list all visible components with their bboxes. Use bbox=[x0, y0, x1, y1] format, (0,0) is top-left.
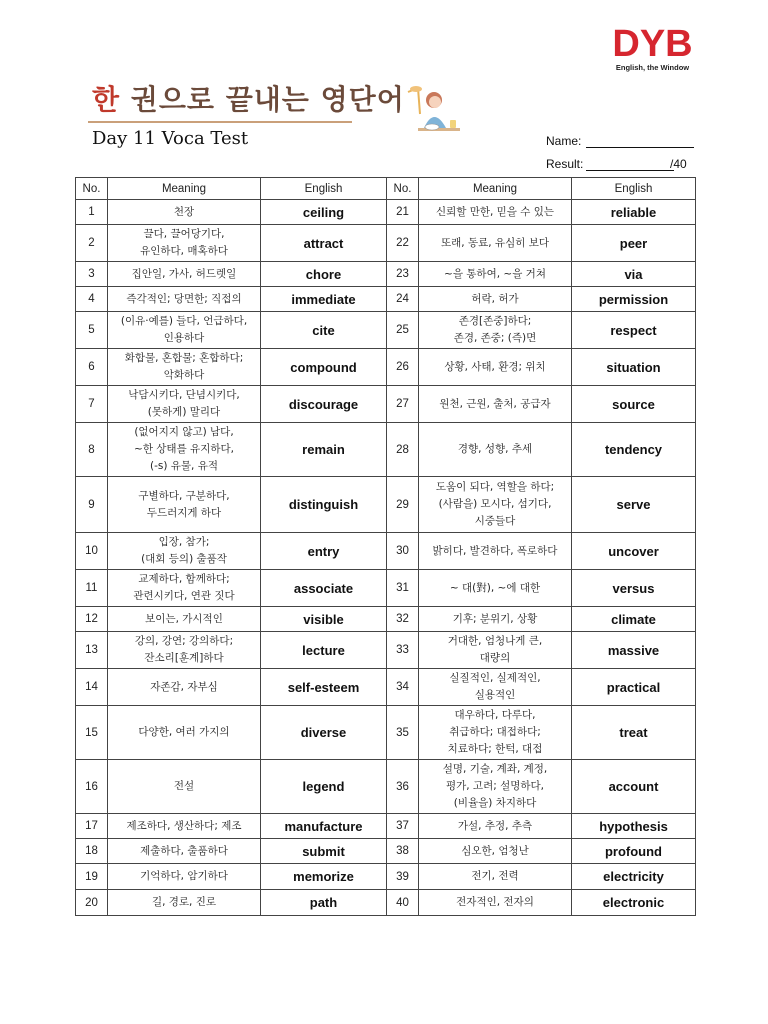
word-meaning bbox=[108, 533, 261, 570]
english-word: lecture bbox=[261, 632, 387, 669]
word-number: 18 bbox=[76, 839, 108, 864]
meaning-line: 상황, 사태, 환경; 위치 bbox=[444, 360, 546, 373]
result-total: /40 bbox=[670, 157, 687, 171]
meaning-line: 유인하다, 매혹하다 bbox=[140, 245, 228, 257]
meaning-line: 또래, 동료, 유심히 보다 bbox=[441, 236, 549, 249]
meaning-line: 두드러지게 하다 bbox=[146, 506, 222, 519]
word-number: 15 bbox=[76, 706, 108, 760]
meaning-line: 제출하다, 출품하다 bbox=[140, 844, 228, 857]
english-word: massive bbox=[572, 632, 696, 669]
title-underline bbox=[88, 121, 352, 123]
header-no: No. bbox=[76, 178, 108, 200]
english-word: diverse bbox=[261, 706, 387, 760]
word-meaning bbox=[419, 423, 572, 477]
meaning-line: 화합물, 혼합물; 혼합하다; bbox=[124, 352, 244, 364]
table-row bbox=[76, 706, 696, 760]
word-number: 6 bbox=[76, 349, 108, 386]
english-word: situation bbox=[572, 349, 696, 386]
result-line[interactable] bbox=[586, 170, 674, 171]
meaning-line: 치료하다; 한턱, 대접 bbox=[447, 743, 543, 755]
table-row bbox=[76, 669, 696, 706]
meaning-line: 존경, 존중; (즉)면 bbox=[453, 332, 537, 344]
word-meaning bbox=[108, 864, 261, 890]
word-meaning bbox=[419, 760, 572, 814]
word-number: 31 bbox=[387, 570, 419, 607]
word-number: 13 bbox=[76, 632, 108, 669]
english-word: profound bbox=[572, 839, 696, 864]
word-number: 39 bbox=[387, 864, 419, 890]
meaning-line: 가설, 추정, 추측 bbox=[457, 819, 533, 832]
english-word: path bbox=[261, 890, 387, 916]
meaning-line: (사람을) 모시다, 섬기다, bbox=[438, 498, 552, 510]
meaning-line: (대회 등의) 출품작 bbox=[141, 553, 227, 565]
english-word: distinguish bbox=[261, 477, 387, 533]
meaning-line: (이유·예를) 들다, 언급하다, bbox=[120, 315, 248, 327]
table-row bbox=[76, 200, 696, 225]
meaning-line: ~ 대(對), ~에 대한 bbox=[449, 581, 541, 594]
word-number: 30 bbox=[387, 533, 419, 570]
word-number: 32 bbox=[387, 607, 419, 632]
word-number: 7 bbox=[76, 386, 108, 423]
meaning-line: 즉각적인; 당면한; 직접의 bbox=[126, 292, 242, 305]
english-word: hypothesis bbox=[572, 814, 696, 839]
word-meaning bbox=[419, 669, 572, 706]
word-number: 24 bbox=[387, 287, 419, 312]
word-meaning bbox=[419, 814, 572, 839]
word-number: 34 bbox=[387, 669, 419, 706]
word-number: 27 bbox=[387, 386, 419, 423]
dyb-logo bbox=[600, 23, 705, 72]
english-word: cite bbox=[261, 312, 387, 349]
logo-tagline: English, the Window bbox=[615, 63, 690, 72]
name-line[interactable] bbox=[586, 147, 694, 148]
english-word: treat bbox=[572, 706, 696, 760]
word-number: 26 bbox=[387, 349, 419, 386]
meaning-line: 신뢰할 만한, 믿을 수 있는 bbox=[435, 205, 555, 218]
meaning-line: 실질적인, 실제적인, bbox=[449, 672, 541, 684]
table-header-row bbox=[76, 178, 696, 200]
table-body bbox=[76, 200, 696, 916]
meaning-line: 실용적인 bbox=[474, 689, 516, 701]
word-number: 16 bbox=[76, 760, 108, 814]
word-meaning bbox=[108, 477, 261, 533]
table-row bbox=[76, 864, 696, 890]
word-number: 28 bbox=[387, 423, 419, 477]
english-word: serve bbox=[572, 477, 696, 533]
name-label: Name: bbox=[546, 134, 582, 148]
meaning-line: 시중들다 bbox=[474, 515, 516, 527]
meaning-line: 취급하다; 대접하다; bbox=[449, 726, 541, 738]
word-number: 4 bbox=[76, 287, 108, 312]
table-row bbox=[76, 262, 696, 287]
word-meaning bbox=[419, 477, 572, 533]
header-english: English bbox=[261, 178, 387, 200]
table-row bbox=[76, 386, 696, 423]
meaning-line: 잔소리[훈계]하다 bbox=[144, 652, 224, 664]
word-number: 40 bbox=[387, 890, 419, 916]
english-word: source bbox=[572, 386, 696, 423]
word-meaning bbox=[108, 287, 261, 312]
result-label: Result: bbox=[546, 157, 584, 171]
header-no: No. bbox=[387, 178, 419, 200]
word-number: 2 bbox=[76, 225, 108, 262]
meaning-line: (없어지지 않고) 남다, bbox=[134, 426, 234, 438]
english-word: via bbox=[572, 262, 696, 287]
meaning-line: 구별하다, 구분하다, bbox=[138, 489, 230, 502]
word-meaning bbox=[419, 262, 572, 287]
word-meaning bbox=[419, 533, 572, 570]
word-number: 29 bbox=[387, 477, 419, 533]
meaning-line: 대량의 bbox=[479, 652, 511, 664]
meaning-line: 집안일, 가사, 허드렛일 bbox=[131, 267, 237, 280]
logo-wordmark: DYB bbox=[612, 23, 693, 65]
word-number: 10 bbox=[76, 533, 108, 570]
meaning-line: 보이는, 가시적인 bbox=[145, 612, 223, 625]
word-meaning bbox=[108, 386, 261, 423]
english-word: entry bbox=[261, 533, 387, 570]
english-word: memorize bbox=[261, 864, 387, 890]
english-word: permission bbox=[572, 287, 696, 312]
meaning-line: 강의, 강연; 강의하다; bbox=[134, 635, 234, 647]
word-meaning bbox=[108, 706, 261, 760]
english-word: uncover bbox=[572, 533, 696, 570]
word-number: 22 bbox=[387, 225, 419, 262]
word-meaning bbox=[108, 760, 261, 814]
word-number: 33 bbox=[387, 632, 419, 669]
word-number: 8 bbox=[76, 423, 108, 477]
word-number: 23 bbox=[387, 262, 419, 287]
meaning-line: 인용하다 bbox=[163, 332, 205, 344]
english-word: electricity bbox=[572, 864, 696, 890]
meaning-line: 밝히다, 발견하다, 폭로하다 bbox=[432, 544, 558, 557]
word-number: 36 bbox=[387, 760, 419, 814]
english-word: self-esteem bbox=[261, 669, 387, 706]
word-number: 20 bbox=[76, 890, 108, 916]
english-word: versus bbox=[572, 570, 696, 607]
table-row bbox=[76, 533, 696, 570]
word-meaning bbox=[108, 423, 261, 477]
word-meaning bbox=[108, 349, 261, 386]
word-number: 5 bbox=[76, 312, 108, 349]
word-meaning bbox=[108, 200, 261, 225]
meaning-line: 대우하다, 다루다, bbox=[454, 709, 536, 721]
table-row bbox=[76, 632, 696, 669]
word-meaning bbox=[108, 262, 261, 287]
word-meaning bbox=[419, 864, 572, 890]
girl-reading-illustration bbox=[400, 84, 470, 136]
meaning-line: 존경[존중]하다; bbox=[458, 315, 532, 327]
meaning-line: 기후; 분위기, 상황 bbox=[452, 612, 538, 625]
meaning-line: 끌다, 끌어당기다, bbox=[143, 228, 225, 240]
meaning-line: ~을 통하여, ~을 거쳐 bbox=[444, 267, 546, 280]
meaning-line: 다양한, 여러 가지의 bbox=[138, 726, 230, 738]
table-row bbox=[76, 477, 696, 533]
word-meaning bbox=[419, 632, 572, 669]
result-field[interactable] bbox=[546, 157, 696, 173]
word-number: 14 bbox=[76, 669, 108, 706]
table-row bbox=[76, 570, 696, 607]
book-title-rest: 권으로 끝내는 영단어 bbox=[120, 83, 405, 116]
english-word: legend bbox=[261, 760, 387, 814]
english-word: respect bbox=[572, 312, 696, 349]
word-meaning bbox=[108, 225, 261, 262]
word-meaning bbox=[419, 312, 572, 349]
word-number: 1 bbox=[76, 200, 108, 225]
word-number: 11 bbox=[76, 570, 108, 607]
table-row bbox=[76, 839, 696, 864]
meaning-line: 낙담시키다, 단념시키다, bbox=[128, 389, 240, 401]
meaning-line: 도움이 되다, 역할을 하다; bbox=[435, 481, 555, 493]
english-word: remain bbox=[261, 423, 387, 477]
word-number: 17 bbox=[76, 814, 108, 839]
meaning-line: 관련시키다, 연관 짓다 bbox=[133, 590, 235, 602]
word-number: 38 bbox=[387, 839, 419, 864]
word-number: 21 bbox=[387, 200, 419, 225]
meaning-line: 평가, 고려; 설명하다, bbox=[445, 780, 545, 792]
english-word: visible bbox=[261, 607, 387, 632]
word-meaning bbox=[419, 570, 572, 607]
meaning-line: 허락, 허가 bbox=[471, 292, 519, 305]
table-row bbox=[76, 225, 696, 262]
meaning-line: 천장 bbox=[173, 205, 195, 218]
english-word: electronic bbox=[572, 890, 696, 916]
word-meaning bbox=[108, 839, 261, 864]
meaning-line: 제조하다, 생산하다; 제조 bbox=[126, 819, 242, 832]
meaning-line: 자존감, 자부심 bbox=[150, 680, 218, 693]
word-number: 3 bbox=[76, 262, 108, 287]
word-meaning bbox=[108, 814, 261, 839]
table-row bbox=[76, 890, 696, 916]
vocabulary-table bbox=[75, 177, 696, 916]
word-meaning bbox=[419, 225, 572, 262]
word-meaning bbox=[419, 349, 572, 386]
meaning-line: 전설 bbox=[173, 780, 195, 792]
header-meaning: Meaning bbox=[108, 178, 261, 200]
meaning-line: 설명, 기술, 계좌, 계정, bbox=[442, 763, 548, 775]
header-meaning: Meaning bbox=[419, 178, 572, 200]
english-word: attract bbox=[261, 225, 387, 262]
meaning-line: 전자적인, 전자의 bbox=[456, 896, 534, 908]
english-word: account bbox=[572, 760, 696, 814]
meaning-line: (못하게) 말리다 bbox=[147, 406, 221, 418]
table-row bbox=[76, 423, 696, 477]
word-number: 37 bbox=[387, 814, 419, 839]
table-row bbox=[76, 312, 696, 349]
english-word: associate bbox=[261, 570, 387, 607]
meaning-line: 교제하다, 함께하다; bbox=[138, 573, 230, 585]
english-word: peer bbox=[572, 225, 696, 262]
meaning-line: 악화하다 bbox=[163, 369, 205, 381]
word-meaning bbox=[419, 706, 572, 760]
word-number: 19 bbox=[76, 864, 108, 890]
meaning-line: 심오한, 엄청난 bbox=[461, 844, 529, 857]
table-row bbox=[76, 760, 696, 814]
word-meaning bbox=[108, 607, 261, 632]
table-row bbox=[76, 814, 696, 839]
english-word: discourage bbox=[261, 386, 387, 423]
word-number: 12 bbox=[76, 607, 108, 632]
book-title-lead: 한 bbox=[92, 83, 121, 116]
word-meaning bbox=[419, 287, 572, 312]
table-row bbox=[76, 349, 696, 386]
meaning-line: 기억하다, 암기하다 bbox=[140, 870, 228, 882]
meaning-line: (비율을) 차지하다 bbox=[453, 797, 537, 809]
header-english: English bbox=[572, 178, 696, 200]
english-word: chore bbox=[261, 262, 387, 287]
word-meaning bbox=[108, 570, 261, 607]
test-title: Day 11 Voca Test bbox=[92, 128, 249, 149]
meaning-line: 입장, 참가; bbox=[158, 536, 210, 548]
word-meaning bbox=[108, 632, 261, 669]
word-number: 25 bbox=[387, 312, 419, 349]
english-word: ceiling bbox=[261, 200, 387, 225]
english-word: climate bbox=[572, 607, 696, 632]
english-word: tendency bbox=[572, 423, 696, 477]
meaning-line: 거대한, 엄청나게 큰, bbox=[447, 635, 543, 647]
english-word: reliable bbox=[572, 200, 696, 225]
book-title bbox=[92, 78, 405, 118]
meaning-line: 길, 경로, 진로 bbox=[151, 896, 217, 908]
english-word: practical bbox=[572, 669, 696, 706]
word-meaning bbox=[419, 200, 572, 225]
english-word: submit bbox=[261, 839, 387, 864]
english-word: compound bbox=[261, 349, 387, 386]
word-number: 35 bbox=[387, 706, 419, 760]
word-meaning bbox=[419, 386, 572, 423]
word-meaning bbox=[419, 890, 572, 916]
table-row bbox=[76, 287, 696, 312]
meaning-line: 원천, 근원, 출처, 공급자 bbox=[439, 397, 551, 410]
english-word: immediate bbox=[261, 287, 387, 312]
meaning-line: (-s) 유물, 유적 bbox=[149, 460, 219, 472]
word-meaning bbox=[108, 890, 261, 916]
meaning-line: 전기, 전력 bbox=[471, 870, 519, 882]
word-meaning bbox=[108, 312, 261, 349]
table-row bbox=[76, 607, 696, 632]
meaning-line: ~한 상태를 유지하다, bbox=[134, 443, 234, 455]
word-number: 9 bbox=[76, 477, 108, 533]
word-meaning bbox=[419, 607, 572, 632]
word-meaning bbox=[108, 669, 261, 706]
meaning-line: 경향, 성향, 추세 bbox=[457, 443, 533, 455]
english-word: manufacture bbox=[261, 814, 387, 839]
word-meaning bbox=[419, 839, 572, 864]
name-field[interactable] bbox=[546, 134, 696, 150]
